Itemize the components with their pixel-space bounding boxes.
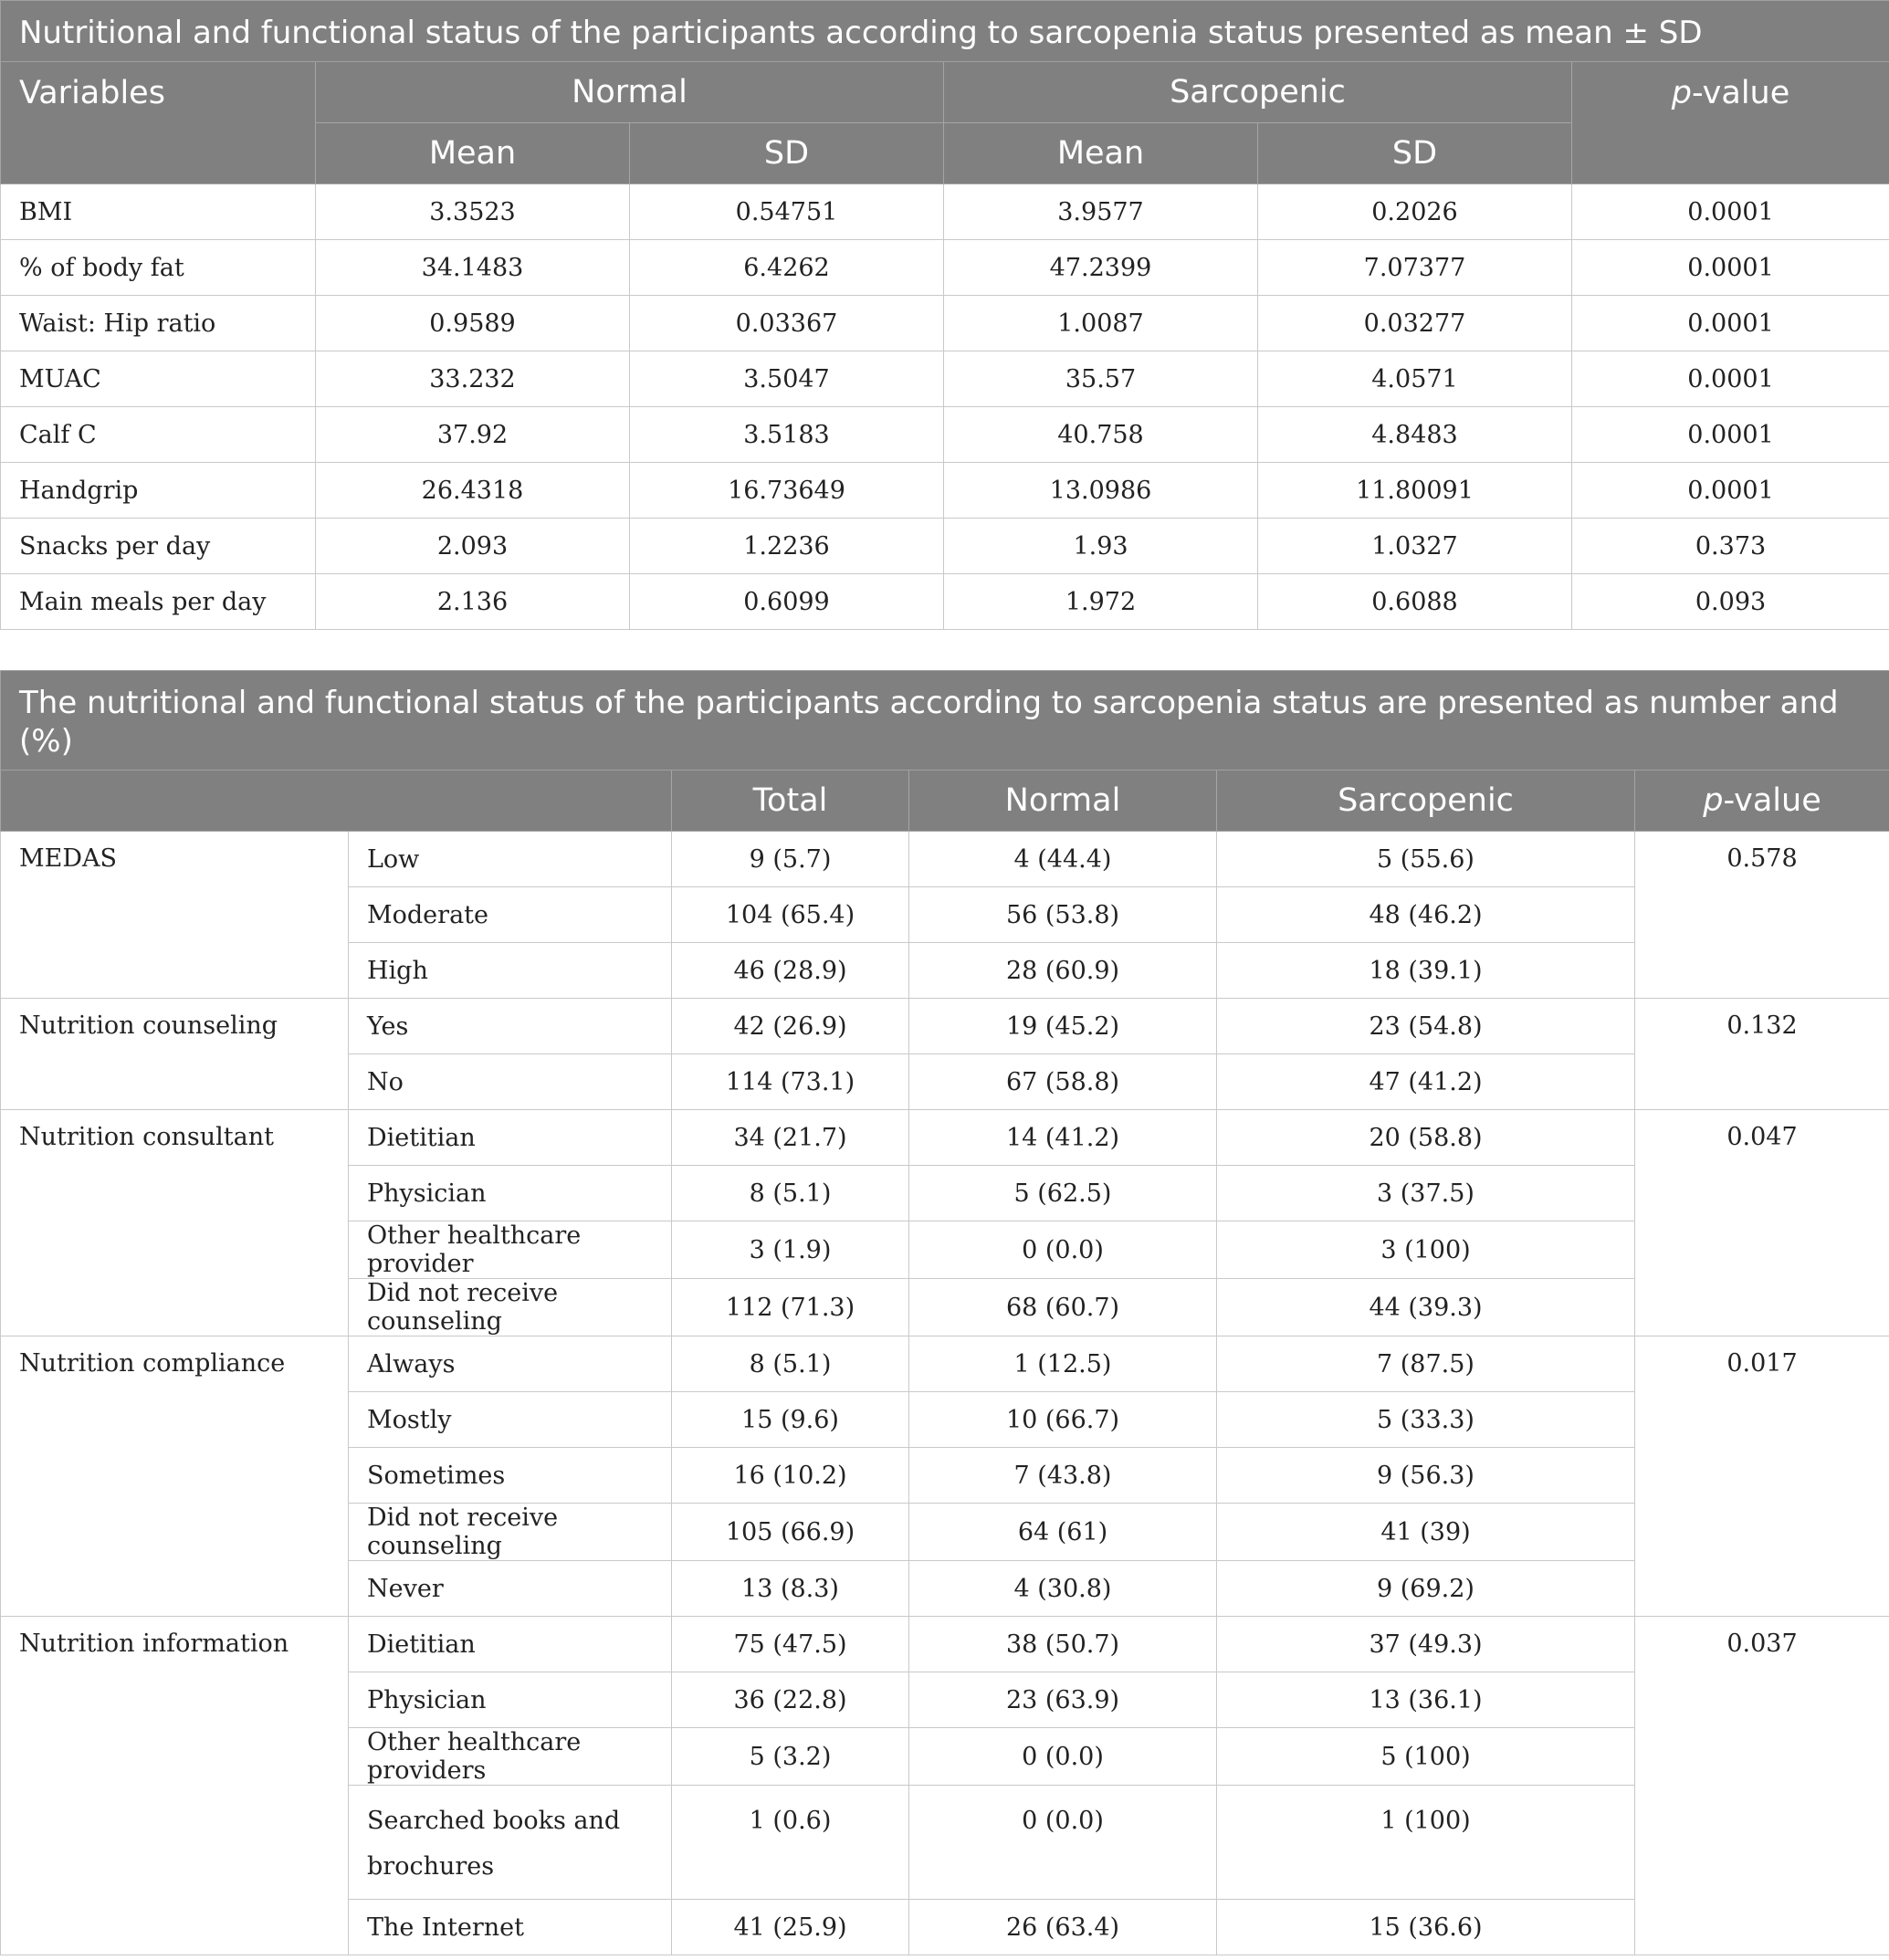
total-cell: 112 (71.3)	[672, 1279, 909, 1336]
table2-body	[1, 832, 1889, 1955]
sarcopenic-mean-cell: 13.0986	[944, 463, 1258, 519]
sarcopenic-mean-cell: 47.2399	[944, 240, 1258, 296]
sarcopenic-cell: 1 (100)	[1217, 1786, 1635, 1900]
header-empty	[1, 770, 672, 832]
normal-cell: 5 (62.5)	[909, 1166, 1217, 1221]
sarcopenic-cell: 41 (39)	[1217, 1504, 1635, 1561]
normal-cell: 4 (30.8)	[909, 1561, 1217, 1617]
table-mean-sd	[0, 0, 1889, 630]
row-label: % of body fat	[1, 240, 316, 296]
total-cell: 1 (0.6)	[672, 1786, 909, 1900]
normal-cell: 0 (0.0)	[909, 1728, 1217, 1786]
total-cell: 15 (9.6)	[672, 1392, 909, 1448]
sarcopenic-sd-cell: 4.8483	[1258, 407, 1572, 463]
total-cell: 42 (26.9)	[672, 999, 909, 1054]
total-cell: 41 (25.9)	[672, 1900, 909, 1955]
normal-mean-cell: 0.9589	[316, 296, 630, 351]
pvalue-p: p	[1671, 75, 1692, 111]
pvalue-cell: 0.0001	[1572, 351, 1889, 407]
category-cell: Dietitian	[349, 1617, 672, 1672]
pvalue-cell: 0.047	[1635, 1110, 1889, 1336]
sarcopenic-cell: 20 (58.8)	[1217, 1110, 1635, 1166]
total-cell: 104 (65.4)	[672, 887, 909, 943]
sarcopenic-cell: 44 (39.3)	[1217, 1279, 1635, 1336]
total-cell: 16 (10.2)	[672, 1448, 909, 1504]
normal-cell: 4 (44.4)	[909, 832, 1217, 887]
header-normal: Normal	[316, 62, 944, 123]
normal-cell: 7 (43.8)	[909, 1448, 1217, 1504]
pvalue-cell: 0.093	[1572, 574, 1889, 630]
sarcopenic-cell: 47 (41.2)	[1217, 1054, 1635, 1110]
total-cell: 9 (5.7)	[672, 832, 909, 887]
pvalue-cell: 0.0001	[1572, 240, 1889, 296]
normal-cell: 1 (12.5)	[909, 1336, 1217, 1392]
sarcopenic-sd-cell: 0.2026	[1258, 184, 1572, 240]
sarcopenic-sd-cell: 1.0327	[1258, 519, 1572, 574]
row-label: Waist: Hip ratio	[1, 296, 316, 351]
normal-cell: 28 (60.9)	[909, 943, 1217, 999]
sarcopenic-cell: 5 (33.3)	[1217, 1392, 1635, 1448]
category-cell: Low	[349, 832, 672, 887]
total-cell: 75 (47.5)	[672, 1617, 909, 1672]
normal-mean-cell: 37.92	[316, 407, 630, 463]
sarcopenic-sd-cell: 0.03277	[1258, 296, 1572, 351]
total-cell: 13 (8.3)	[672, 1561, 909, 1617]
normal-cell: 23 (63.9)	[909, 1672, 1217, 1728]
sarcopenic-mean-cell: 1.93	[944, 519, 1258, 574]
normal-mean-cell: 2.136	[316, 574, 630, 630]
pvalue-cell: 0.037	[1635, 1617, 1889, 1955]
sarcopenic-mean-cell: 3.9577	[944, 184, 1258, 240]
sarcopenic-mean-cell: 35.57	[944, 351, 1258, 407]
table-number-percent	[0, 670, 1889, 1955]
total-cell: 3 (1.9)	[672, 1221, 909, 1279]
table1-caption: Nutritional and functional status of the participants according to sarcopenia status presented as mean ± SD	[1, 1, 1889, 62]
table-row	[1, 351, 1889, 407]
group-label: Nutrition consultant	[1, 1110, 349, 1336]
header-sarcopenic: Sarcopenic	[944, 62, 1572, 123]
row-label: MUAC	[1, 351, 316, 407]
sarcopenic-cell: 5 (100)	[1217, 1728, 1635, 1786]
sarcopenic-cell: 15 (36.6)	[1217, 1900, 1635, 1955]
total-cell: 105 (66.9)	[672, 1504, 909, 1561]
normal-cell: 26 (63.4)	[909, 1900, 1217, 1955]
category-cell: Always	[349, 1336, 672, 1392]
normal-cell: 10 (66.7)	[909, 1392, 1217, 1448]
normal-mean-cell: 33.232	[316, 351, 630, 407]
sarcopenic-cell: 23 (54.8)	[1217, 999, 1635, 1054]
row-label: Calf C	[1, 407, 316, 463]
table-row	[1, 999, 1889, 1054]
category-cell: Searched books and brochures	[349, 1786, 672, 1900]
sarcopenic-cell: 18 (39.1)	[1217, 943, 1635, 999]
sarcopenic-cell: 13 (36.1)	[1217, 1672, 1635, 1728]
category-cell: Other healthcare provider	[349, 1221, 672, 1279]
normal-cell: 64 (61)	[909, 1504, 1217, 1561]
total-cell: 114 (73.1)	[672, 1054, 909, 1110]
normal-cell: 68 (60.7)	[909, 1279, 1217, 1336]
normal-cell: 38 (50.7)	[909, 1617, 1217, 1672]
sarcopenic-mean-cell: 1.972	[944, 574, 1258, 630]
normal-mean-cell: 26.4318	[316, 463, 630, 519]
normal-sd-cell: 3.5047	[630, 351, 944, 407]
category-cell: Mostly	[349, 1392, 672, 1448]
normal-mean-cell: 34.1483	[316, 240, 630, 296]
header-normal-sd: SD	[630, 123, 944, 184]
category-cell: Dietitian	[349, 1110, 672, 1166]
category-cell: Moderate	[349, 887, 672, 943]
sarcopenic-cell: 9 (69.2)	[1217, 1561, 1635, 1617]
normal-cell: 56 (53.8)	[909, 887, 1217, 943]
row-label: Main meals per day	[1, 574, 316, 630]
normal-sd-cell: 1.2236	[630, 519, 944, 574]
total-cell: 34 (21.7)	[672, 1110, 909, 1166]
table-row	[1, 832, 1889, 887]
category-cell: Physician	[349, 1672, 672, 1728]
table1-body	[1, 184, 1889, 630]
total-cell: 36 (22.8)	[672, 1672, 909, 1728]
normal-cell: 0 (0.0)	[909, 1221, 1217, 1279]
group-label: Nutrition counseling	[1, 999, 349, 1110]
table-row	[1, 1336, 1889, 1392]
sarcopenic-cell: 3 (37.5)	[1217, 1166, 1635, 1221]
header-total: Total	[672, 770, 909, 832]
row-label: Snacks per day	[1, 519, 316, 574]
table-row	[1, 184, 1889, 240]
category-cell: No	[349, 1054, 672, 1110]
group-label: MEDAS	[1, 832, 349, 999]
sarcopenic-cell: 7 (87.5)	[1217, 1336, 1635, 1392]
category-cell: High	[349, 943, 672, 999]
header-variables: Variables	[1, 62, 316, 184]
normal-mean-cell: 3.3523	[316, 184, 630, 240]
total-cell: 8 (5.1)	[672, 1166, 909, 1221]
sarcopenic-cell: 37 (49.3)	[1217, 1617, 1635, 1672]
pvalue-cell: 0.0001	[1572, 463, 1889, 519]
sarcopenic-cell: 9 (56.3)	[1217, 1448, 1635, 1504]
header-sarcopenic-mean: Mean	[944, 123, 1258, 184]
pvalue-cell: 0.0001	[1572, 184, 1889, 240]
pvalue-cell: 0.0001	[1572, 407, 1889, 463]
table-row	[1, 296, 1889, 351]
sarcopenic-mean-cell: 1.0087	[944, 296, 1258, 351]
row-label: Handgrip	[1, 463, 316, 519]
sarcopenic-mean-cell: 40.758	[944, 407, 1258, 463]
pvalue-cell: 0.578	[1635, 832, 1889, 999]
category-cell: The Internet	[349, 1900, 672, 1955]
table-row	[1, 1110, 1889, 1166]
total-cell: 5 (3.2)	[672, 1728, 909, 1786]
category-cell: Yes	[349, 999, 672, 1054]
sarcopenic-cell: 5 (55.6)	[1217, 832, 1635, 887]
header-sarcopenic-sd: SD	[1258, 123, 1572, 184]
category-cell: Never	[349, 1561, 672, 1617]
header-pvalue	[1572, 62, 1889, 184]
table-row	[1, 1617, 1889, 1672]
sarcopenic-sd-cell: 4.0571	[1258, 351, 1572, 407]
table-row	[1, 407, 1889, 463]
category-cell: Did not receive counseling	[349, 1504, 672, 1561]
table-row	[1, 463, 1889, 519]
category-cell: Sometimes	[349, 1448, 672, 1504]
normal-sd-cell: 0.03367	[630, 296, 944, 351]
pvalue-cell: 0.132	[1635, 999, 1889, 1110]
category-cell: Did not receive counseling	[349, 1279, 672, 1336]
sarcopenic-sd-cell: 7.07377	[1258, 240, 1572, 296]
normal-cell: 14 (41.2)	[909, 1110, 1217, 1166]
pvalue-cell: 0.0001	[1572, 296, 1889, 351]
category-cell: Physician	[349, 1166, 672, 1221]
pvalue-cell: 0.017	[1635, 1336, 1889, 1617]
table-row	[1, 574, 1889, 630]
header-pvalue	[1635, 770, 1889, 832]
pvalue-p: p	[1703, 782, 1724, 819]
category-cell: Other healthcare providers	[349, 1728, 672, 1786]
total-cell: 8 (5.1)	[672, 1336, 909, 1392]
normal-mean-cell: 2.093	[316, 519, 630, 574]
pvalue-suffix: -value	[1691, 75, 1790, 111]
pvalue-cell: 0.373	[1572, 519, 1889, 574]
sarcopenic-cell: 48 (46.2)	[1217, 887, 1635, 943]
normal-cell: 19 (45.2)	[909, 999, 1217, 1054]
group-label: Nutrition information	[1, 1617, 349, 1955]
table-row	[1, 240, 1889, 296]
sarcopenic-sd-cell: 0.6088	[1258, 574, 1572, 630]
normal-cell: 67 (58.8)	[909, 1054, 1217, 1110]
normal-sd-cell: 0.6099	[630, 574, 944, 630]
header-sarcopenic: Sarcopenic	[1217, 770, 1635, 832]
table-row	[1, 519, 1889, 574]
normal-sd-cell: 16.73649	[630, 463, 944, 519]
group-label: Nutrition compliance	[1, 1336, 349, 1617]
header-normal-mean: Mean	[316, 123, 630, 184]
normal-sd-cell: 6.4262	[630, 240, 944, 296]
normal-sd-cell: 3.5183	[630, 407, 944, 463]
normal-sd-cell: 0.54751	[630, 184, 944, 240]
table2-caption: The nutritional and functional status of the participants according to sarcopenia status are presented as number and (%)	[1, 671, 1889, 770]
total-cell: 46 (28.9)	[672, 943, 909, 999]
header-normal: Normal	[909, 770, 1217, 832]
sarcopenic-cell: 3 (100)	[1217, 1221, 1635, 1279]
normal-cell: 0 (0.0)	[909, 1786, 1217, 1900]
row-label: BMI	[1, 184, 316, 240]
pvalue-suffix: -value	[1723, 782, 1821, 819]
sarcopenic-sd-cell: 11.80091	[1258, 463, 1572, 519]
